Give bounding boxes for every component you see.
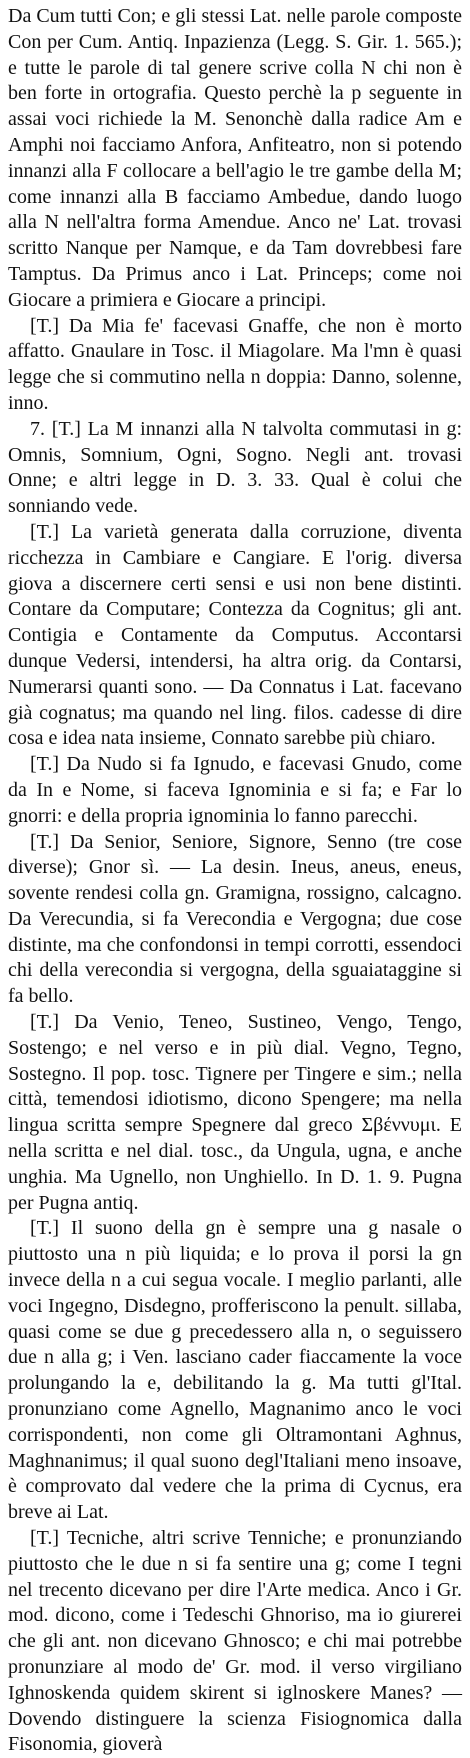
paragraph-4: [T.] La varietà generata dalla corruzione, diventa ricchezza in Cambiare e Cangiare. E l'orig. diversa giova a discernere certi sensi e usi non bene distinti. Contare da Computare; Contezza da Cognitus; gli ant. Contigia e Contamente da Computus. Accontarsi dunque Vedersi, intendersi, ha altra orig. da Contarsi, Numerarsi quanti sono. — Da Connatus i Lat. facevano già cognatus; ma quando nel ling. filos. cadesse di dire cosa e idea nata insieme, Connato sarebbe più chiaro. <box>8 520 462 750</box>
paragraph-9: [T.] Tecniche, altri scrive Tenniche; e pronunziando piuttosto che le due n si fa sentire una g; come I tegni nel trecento dicevano per dire l'Arte medica. Anco i Gr. mod. dicono, come i Tedeschi Ghnoriso, ma io giurerei che gli ant. non dicevano Ghnosco; e chi mai potrebbe pronunziare al modo de' Gr. mod. il verso virgiliano Ighnoskenda quidem skirent si iglnoskere Manes? — Dovendo distinguere la scienza Fisiognomica dalla Fisonomia, gioverà <box>8 1527 462 1756</box>
paragraph-3: 7. [T.] La M innanzi alla N talvolta commutasi in g: Omnis, Somnium, Ogni, Sogno. Negli ant. trovasi Onne; e altri legge in D. 3. 33. Qual è colui che sonniando vede. <box>8 417 462 518</box>
paragraph-7: [T.] Da Venio, Teneo, Sustineo, Vengo, Tengo, Sostengo; e nel verso e in più dial. Vegno, Tegno, Sostegno. Il pop. tosc. Tignere per Tingere e sim.; nella città, temendosi idiotismo, dicono Spengere; ma nella lingua scritta sempre Spegnere dal greco Σβέννυμι. E nella scritta e nel dial. tosc., da Ungula, ugna, e anche unghia. Ma Ugnello, non Unghiello. In D. 1. 9. Pugna per Pugna antiq. <box>8 1011 462 1214</box>
paragraph-6: [T.] Da Senior, Seniore, Signore, Senno (tre cose diverse); Gnor sì. — La desin. Ineus, aneus, eneus, sovente rendesi colla gn. Gramigna, rossigno, calcagno. Da Verecundia, si fa Verecondia e Vergogna; due cose distinte, ma che confondonsi in tempi corrotti, essendoci chi della verecondia si vergogna, della sguaiataggine si fa bello. <box>8 830 462 1008</box>
paragraph-8: [T.] Il suono della gn è sempre una g nasale o piuttosto una n più liquida; e lo prova il porsi la gn invece della n a cui segua vocale. I meglio parlanti, alle voci Ingegno, Disdegno, profferiscono la penult. sillaba, quasi come se due g precedessero alla n, o seguissero due n alla g; i Ven. lasciano cader fiaccamente la voce prolungando la e, debilitando la g. Ma tutti gl'Ital. pronunziano come Agnello, Magnanimo anco le voci corrispondenti, non come gli Oltramontani Aghnus, Maghnanimus; il qual suono degl'Italiani meno insoave, è comprovato dal vedere che la prima di Cycnus, era breve ai Lat. <box>8 1217 462 1524</box>
paragraph-1: Da Cum tutti Con; e gli stessi Lat. nelle parole composte Con per Cum. Antiq. Inpazienza (Legg. S. Gir. 1. 565.); e tutte le parole di tal genere scrive colla N chi non è ben forte in ortografia. Questo perchè la p seguente in assai voci richiede la M. Senonchè dalla radice Am e Amphi noi facciamo Anfora, Anfiteatro, non si potendo innanzi alla F collocare a bell'agio le tre gambe della M; come innanzi alla B facciamo Ambedue, dando luogo alla N nell'altra forma Amendue. Anco ne' Lat. trovasi scritto Nanque per Namque, e da Tam dovrebbesi fare Tamptus. Da Primus anco i Lat. Princeps; come noi Giocare a primiera e Giocare a principi. <box>8 5 462 311</box>
paragraph-2: [T.] Da Mia fe' facevasi Gnaffe, che non è morto affatto. Gnaulare in Tosc. il Miagolare. Ma l'mn è quasi legge che si commutino nella n doppia: Danno, solenne, inno. <box>8 314 462 414</box>
paragraph-5: [T.] Da Nudo si fa Ignudo, e facevasi Gnudo, come da In e Nome, si faceva Ignominia e si fa; e Far lo gnorri: e della propria ignominia lo fanno parecchi. <box>8 753 462 827</box>
